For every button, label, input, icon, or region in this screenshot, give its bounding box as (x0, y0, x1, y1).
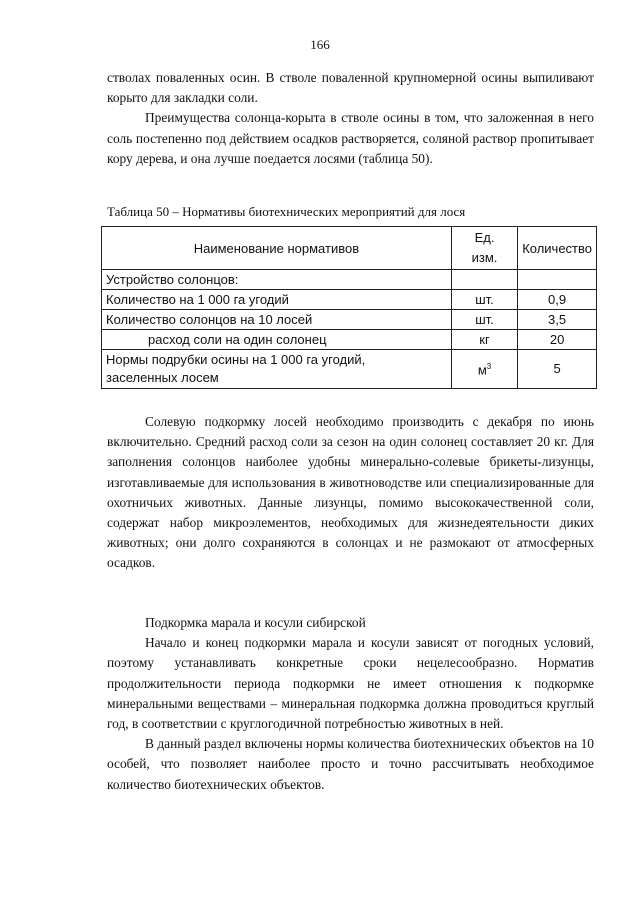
intro-text (107, 68, 594, 169)
intro-paragraph-advantages: Преимущества солонца-корыта в стволе осины в том, что заложенная в него соль постепенно под действием осадков растворяется, соляной раствор пропитывает кору дерева, и она лучше поедается лосями (таблица 50). (107, 110, 594, 166)
section-paragraph-1: Начало и конец подкормки марала и косули зависят от погодных условий, поэтому устанавливать конкретные сроки нецелесообразно. Норматив продолжительности периода подкормки не имеет отношения к подкормке минеральными веществами – минеральная подкормка должна проводиться круглый год, в соответствии с круглогодичной потребностью животных в ней. (107, 635, 594, 732)
cell-name: Количество солонцов на 10 лосей (102, 310, 452, 330)
cell-unit (451, 270, 517, 290)
page-number: 166 (310, 37, 330, 52)
section-heading: Подкормка марала и косули сибирской (145, 615, 366, 630)
cell-qty: 3,5 (518, 310, 597, 330)
header-name: Наименование нормативов (102, 227, 452, 270)
table-caption: Таблица 50 – Нормативы биотехнических мероприятий для лося (107, 204, 466, 219)
cell-name-line2: заселенных лосем (106, 370, 219, 385)
cell-qty (518, 270, 597, 290)
table-row (102, 310, 597, 330)
cell-unit (451, 350, 517, 389)
header-unit-line2: изм. (471, 250, 498, 265)
cell-name: Количество на 1 000 га угодий (102, 290, 452, 310)
cell-qty: 0,9 (518, 290, 597, 310)
cell-qty: 5 (518, 350, 597, 389)
cell-unit: шт. (451, 290, 517, 310)
section-paragraph-2: В данный раздел включены нормы количества биотехнических объектов на 10 особей, что позволяет наиболее просто и точно рассчитывать необходимое количество биотехнических объектов. (107, 736, 594, 792)
table-row (102, 350, 597, 389)
cell-name-line1: Нормы подрубки осины на 1 000 га угодий, (106, 352, 366, 367)
norms-table (101, 226, 597, 389)
table-header-row (102, 227, 597, 270)
salt-feeding-paragraph: Солевую подкормку лосей необходимо производить с декабря по июнь включительно. Средний расход соли за сезон на один солонец составляет 20 кг. Для заполнения солонцов наиболее удобны минерально-солевые брикеты-лизунцы, изготавливаемые для использования в животноводстве или специализированные для охотничьих животных. Данные лизунцы, помимо высококачественной соли, содержат набор микроэлементов, необходимых для жизнедеятельности диких животных; они долго сохраняются в солонцах и не размокают от атмосферных осадков. (107, 414, 594, 571)
header-unit-line1: Ед. (474, 230, 495, 245)
cell-name: расход соли на один солонец (102, 330, 452, 350)
maral-section (107, 613, 594, 795)
cell-name: Устройство солонцов: (102, 270, 452, 290)
salt-feeding-text (107, 412, 594, 574)
table-row (102, 330, 597, 350)
cell-qty: 20 (518, 330, 597, 350)
table-row (102, 290, 597, 310)
table-row (102, 270, 597, 290)
header-unit (451, 227, 517, 270)
cell-unit: шт. (451, 310, 517, 330)
cell-name (102, 350, 452, 389)
unit-exponent: 3 (486, 362, 492, 372)
unit-base: м (477, 362, 487, 378)
intro-paragraph-continued: стволах поваленных осин. В стволе поваленной крупномерной осины выпиливают корыто для закладки соли. (107, 70, 594, 106)
cell-unit: кг (451, 330, 517, 350)
header-qty: Количество (518, 227, 597, 270)
